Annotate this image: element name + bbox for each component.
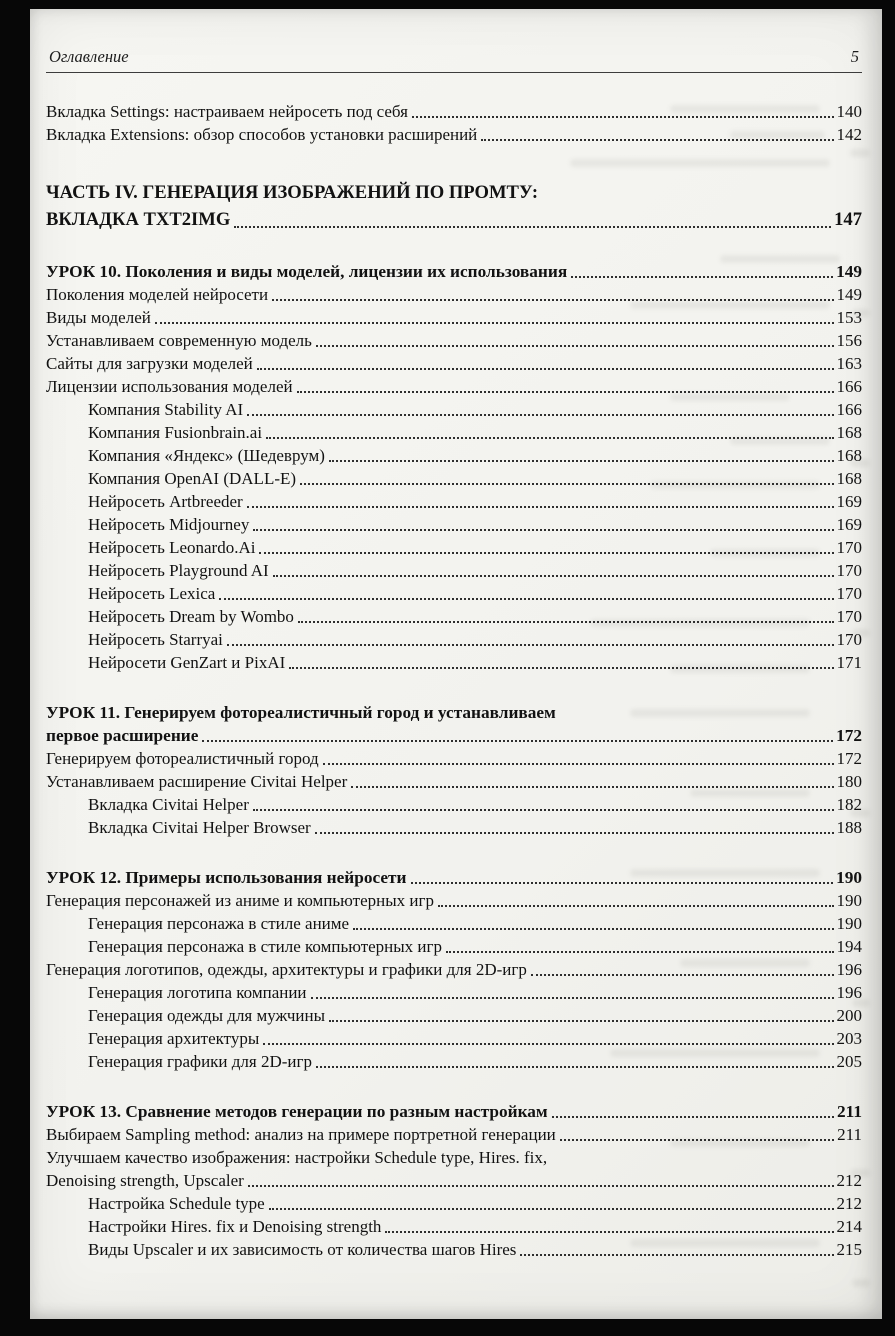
toc-entry-page-number: 166 xyxy=(836,377,862,396)
toc-entry-title: Генерация логотипа компании xyxy=(88,983,307,1002)
toc-entry-page-number: 171 xyxy=(836,653,862,672)
toc-entry-title: Нейросеть Dream by Wombo xyxy=(88,607,294,626)
toc-entry-title: Нейросеть Midjourney xyxy=(88,515,250,534)
toc-entry xyxy=(46,306,862,329)
toc-entry-page-number: 194 xyxy=(836,937,862,956)
toc-entry-page-number: 211 xyxy=(837,1102,862,1121)
toc-entry-row xyxy=(46,770,862,793)
toc-entry-row xyxy=(88,1192,862,1215)
toc-entry-title: Лицензии использования моделей xyxy=(46,377,293,396)
dot-leader xyxy=(248,1185,834,1187)
dot-leader xyxy=(273,575,834,577)
toc-entry-title: Генерация логотипов, одежды, архитектуры и графики для 2D-игр xyxy=(46,960,527,979)
toc-entry xyxy=(46,100,862,123)
toc-entry-title: Виды моделей xyxy=(46,308,151,327)
toc-entry-page-number: 163 xyxy=(836,354,862,373)
toc-entry-page-number: 170 xyxy=(836,561,862,580)
dot-leader xyxy=(411,882,834,884)
toc-entry-title: Вкладка Extensions: обзор способов установки расширений xyxy=(46,125,478,144)
toc-entry xyxy=(46,1027,862,1050)
dot-leader xyxy=(446,951,833,953)
dot-leader xyxy=(315,832,834,834)
toc-entry-page-number: 170 xyxy=(836,538,862,557)
toc-entry xyxy=(46,1100,862,1123)
toc-entry-page-number: 140 xyxy=(836,102,862,121)
toc-entry xyxy=(46,889,862,912)
toc-entry-page-number: 190 xyxy=(836,914,862,933)
toc-entry xyxy=(46,260,862,283)
toc-entry-row xyxy=(88,398,862,421)
toc-entry xyxy=(46,559,862,582)
toc-entry-title: Компания «Яндекс» (Шедеврум) xyxy=(88,446,325,465)
toc-entry-wrap-line: ЧАСТЬ IV. ГЕНЕРАЦИЯ ИЗОБРАЖЕНИЙ ПО ПРОМТУ: xyxy=(46,182,539,203)
toc-entry-title: Нейросеть Leonardo.Ai xyxy=(88,538,256,557)
toc-entry-page-number: 149 xyxy=(836,262,862,281)
dot-leader xyxy=(219,598,833,600)
toc-entry-page-number: 205 xyxy=(836,1052,862,1071)
toc-entry-row xyxy=(88,1004,862,1027)
toc-entry xyxy=(46,605,862,628)
toc-entry xyxy=(46,375,862,398)
toc-entry xyxy=(46,283,862,306)
toc-entry-row xyxy=(88,981,862,1004)
toc-entry-page-number: 214 xyxy=(836,1217,862,1236)
toc-entry-title: Компания Fusionbrain.ai xyxy=(88,423,263,442)
book-page xyxy=(30,9,882,1319)
dot-leader xyxy=(552,1116,834,1118)
toc-entry xyxy=(46,816,862,839)
toc-entry-page-number: 168 xyxy=(836,423,862,442)
toc-entry-title: Сайты для загрузки моделей xyxy=(46,354,253,373)
toc-entry-row xyxy=(88,421,862,444)
toc-entry-title: Генерация одежды для мужчины xyxy=(88,1006,326,1025)
toc-entry xyxy=(46,866,862,889)
toc-entry-title: Поколения моделей нейросети xyxy=(46,285,269,304)
header-section-title: Оглавление xyxy=(49,47,129,66)
toc-entry-title: Настройки Hires. fix и Denoising strength xyxy=(88,1217,382,1236)
dot-leader xyxy=(329,1020,833,1022)
dot-leader xyxy=(353,928,833,930)
toc-entry-title: Генерация графики для 2D-игр xyxy=(88,1052,312,1071)
toc-entry xyxy=(46,444,862,467)
toc-entry-row xyxy=(46,329,862,352)
dot-leader xyxy=(316,1066,834,1068)
toc-entry-wrap-line: Улучшаем качество изображения: настройки Schedule type, Hires. fix, xyxy=(46,1148,548,1167)
toc-entry-row xyxy=(46,283,862,306)
toc-entry-title: Генерация персонажей из аниме и компьютерных игр xyxy=(46,891,434,910)
toc-entry-title: Вкладка Civitai Helper Browser xyxy=(88,818,311,837)
dot-leader xyxy=(257,368,834,370)
toc-entry xyxy=(46,1004,862,1027)
dot-leader xyxy=(560,1139,834,1141)
toc-entry xyxy=(46,1050,862,1073)
dot-leader xyxy=(247,414,833,416)
toc-entry-row xyxy=(88,628,862,651)
toc-entry xyxy=(46,770,862,793)
toc-entry-page-number: 200 xyxy=(836,1006,862,1025)
dot-leader xyxy=(300,483,833,485)
dot-leader xyxy=(571,276,833,278)
toc-entry-row xyxy=(88,444,862,467)
toc-entry-page-number: 142 xyxy=(836,125,862,144)
toc-entry-row xyxy=(88,651,862,674)
toc-entry-row xyxy=(46,352,862,375)
toc-entry-page-number: 169 xyxy=(836,515,862,534)
header-rule xyxy=(46,72,862,73)
toc-entry-row xyxy=(88,935,862,958)
dot-leader xyxy=(311,997,834,999)
dot-leader xyxy=(329,460,834,462)
header-page-number: 5 xyxy=(850,47,859,66)
dot-leader xyxy=(247,506,834,508)
dot-leader xyxy=(297,391,834,393)
dot-leader xyxy=(316,345,834,347)
dot-leader xyxy=(269,1208,834,1210)
toc-entry xyxy=(46,747,862,770)
toc-entry-page-number: 182 xyxy=(836,795,862,814)
toc-entry-page-number: 168 xyxy=(836,469,862,488)
toc-entry xyxy=(46,912,862,935)
toc-entry-page-number: 172 xyxy=(836,726,862,745)
page-content xyxy=(30,9,882,1261)
dot-leader xyxy=(272,299,833,301)
toc-entry-row xyxy=(46,306,862,329)
toc-entry-title: Генерация персонажа в стиле аниме xyxy=(88,914,350,933)
toc-entry-title: Denoising strength, Upscaler xyxy=(46,1171,244,1190)
toc-entry-row xyxy=(46,1123,862,1146)
dot-leader xyxy=(298,621,834,623)
toc-entry-title: Нейросеть Playground AI xyxy=(88,561,269,580)
dot-leader xyxy=(202,740,833,742)
running-head xyxy=(46,47,862,67)
toc-entry-page-number: 196 xyxy=(836,960,862,979)
toc-entry xyxy=(46,958,862,981)
toc-entry-page-number: 196 xyxy=(836,983,862,1002)
toc-entry xyxy=(46,398,862,421)
toc-entry xyxy=(46,582,862,605)
toc-entry-title: Генерируем фотореалистичный город xyxy=(46,749,319,768)
toc-entry xyxy=(46,123,862,146)
toc-entry-title: ВКЛАДКА TXT2IMG xyxy=(46,209,231,230)
toc-list xyxy=(46,100,862,1261)
toc-entry-title: Вкладка Settings: настраиваем нейросеть под себя xyxy=(46,102,408,121)
toc-entry xyxy=(46,1238,862,1261)
dot-leader xyxy=(531,974,834,976)
toc-entry xyxy=(46,179,862,233)
toc-entry-title: Генерация архитектуры xyxy=(88,1029,260,1048)
toc-entry-row xyxy=(88,536,862,559)
toc-entry-page-number: 203 xyxy=(836,1029,862,1048)
dot-leader xyxy=(227,644,834,646)
toc-entry xyxy=(46,1123,862,1146)
toc-entry-page-number: 190 xyxy=(836,891,862,910)
toc-entry-page-number: 147 xyxy=(834,209,862,230)
toc-entry-row xyxy=(46,1100,862,1123)
toc-entry-title: Нейросеть Artbreeder xyxy=(88,492,243,511)
toc-entry-page-number: 212 xyxy=(836,1171,862,1190)
toc-entry-row xyxy=(88,490,862,513)
toc-entry-title: Генерация персонажа в стиле компьютерных игр xyxy=(88,937,443,956)
toc-entry xyxy=(46,793,862,816)
dot-leader xyxy=(351,786,833,788)
toc-entry-row xyxy=(88,793,862,816)
toc-entry xyxy=(46,536,862,559)
toc-entry-row xyxy=(46,206,862,233)
toc-entry xyxy=(46,513,862,536)
dot-leader xyxy=(289,667,833,669)
toc-entry-row xyxy=(46,866,862,889)
dot-leader xyxy=(263,1043,833,1045)
toc-entry-row xyxy=(46,747,862,770)
toc-entry-row xyxy=(46,889,862,912)
toc-entry-page-number: 170 xyxy=(836,607,862,626)
dot-leader xyxy=(259,552,833,554)
toc-entry xyxy=(46,981,862,1004)
dot-leader xyxy=(481,139,833,141)
toc-entry-row xyxy=(46,958,862,981)
toc-entry-title: Нейросети GenZart и PixAI xyxy=(88,653,286,672)
toc-entry-page-number: 166 xyxy=(836,400,862,419)
toc-entry-page-number: 170 xyxy=(836,630,862,649)
toc-entry-page-number: 153 xyxy=(836,308,862,327)
toc-entry-page-number: 211 xyxy=(837,1125,862,1144)
toc-entry-page-number: 215 xyxy=(836,1240,862,1259)
bleed-mark xyxy=(852,1279,870,1287)
toc-entry-row xyxy=(46,123,862,146)
toc-entry-row xyxy=(88,467,862,490)
toc-entry-row xyxy=(88,816,862,839)
toc-entry xyxy=(46,935,862,958)
toc-entry-row xyxy=(88,1215,862,1238)
dot-leader xyxy=(253,809,834,811)
toc-entry-title: Виды Upscaler и их зависимость от количества шагов Hires xyxy=(88,1240,517,1259)
toc-entry-page-number: 172 xyxy=(836,749,862,768)
dot-leader xyxy=(155,322,834,324)
toc-entry xyxy=(46,352,862,375)
toc-entry-row xyxy=(88,513,862,536)
toc-entry xyxy=(46,1215,862,1238)
toc-entry-row xyxy=(46,375,862,398)
toc-entry xyxy=(46,1192,862,1215)
toc-entry xyxy=(46,421,862,444)
toc-entry-page-number: 168 xyxy=(836,446,862,465)
toc-entry xyxy=(46,1146,862,1192)
toc-entry-page-number: 212 xyxy=(836,1194,862,1213)
toc-entry-row xyxy=(88,1027,862,1050)
dot-leader xyxy=(385,1231,833,1233)
toc-entry-title: УРОК 10. Поколения и виды моделей, лицензии их использования xyxy=(46,262,568,281)
dot-leader xyxy=(234,226,831,228)
toc-entry xyxy=(46,628,862,651)
dot-leader xyxy=(412,116,834,118)
toc-entry xyxy=(46,651,862,674)
toc-entry-row xyxy=(88,1238,862,1261)
toc-entry xyxy=(46,329,862,352)
toc-entry-row xyxy=(88,912,862,935)
toc-entry-title: УРОК 13. Сравнение методов генерации по разным настройкам xyxy=(46,1102,548,1121)
toc-entry-title: Настройка Schedule type xyxy=(88,1194,265,1213)
dot-leader xyxy=(253,529,833,531)
toc-entry-row xyxy=(46,100,862,123)
toc-entry-title: Выбираем Sampling method: анализ на примере портретной генерации xyxy=(46,1125,556,1144)
toc-entry xyxy=(46,490,862,513)
toc-entry-title: Устанавливаем современную модель xyxy=(46,331,312,350)
toc-entry-page-number: 169 xyxy=(836,492,862,511)
toc-entry-row xyxy=(88,559,862,582)
toc-entry-title: Компания Stability AI xyxy=(88,400,244,419)
toc-entry-page-number: 156 xyxy=(836,331,862,350)
dot-leader xyxy=(266,437,833,439)
toc-entry-row xyxy=(46,724,862,747)
toc-entry-title: УРОК 12. Примеры использования нейросети xyxy=(46,868,407,887)
dot-leader xyxy=(438,905,834,907)
toc-entry-wrap-line: УРОК 11. Генерируем фотореалистичный город и устанавливаем xyxy=(46,703,556,722)
toc-entry-row xyxy=(46,260,862,283)
toc-entry-title: Компания OpenAI (DALL-E) xyxy=(88,469,297,488)
dot-leader xyxy=(323,763,834,765)
toc-entry-title: Нейросеть Starryai xyxy=(88,630,223,649)
toc-entry-row xyxy=(46,1169,862,1192)
toc-entry-page-number: 188 xyxy=(836,818,862,837)
toc-entry-row xyxy=(88,1050,862,1073)
toc-entry-title: первое расширение xyxy=(46,726,199,745)
toc-entry xyxy=(46,701,862,747)
toc-entry-page-number: 149 xyxy=(836,285,862,304)
toc-entry-title: Вкладка Civitai Helper xyxy=(88,795,249,814)
toc-entry-page-number: 170 xyxy=(836,584,862,603)
dot-leader xyxy=(520,1254,833,1256)
toc-entry xyxy=(46,467,862,490)
toc-entry-title: Устанавливаем расширение Civitai Helper xyxy=(46,772,348,791)
toc-entry-page-number: 180 xyxy=(836,772,862,791)
toc-entry-row xyxy=(88,582,862,605)
toc-entry-page-number: 190 xyxy=(836,868,862,887)
toc-entry-row xyxy=(88,605,862,628)
toc-entry-title: Нейросеть Lexica xyxy=(88,584,216,603)
